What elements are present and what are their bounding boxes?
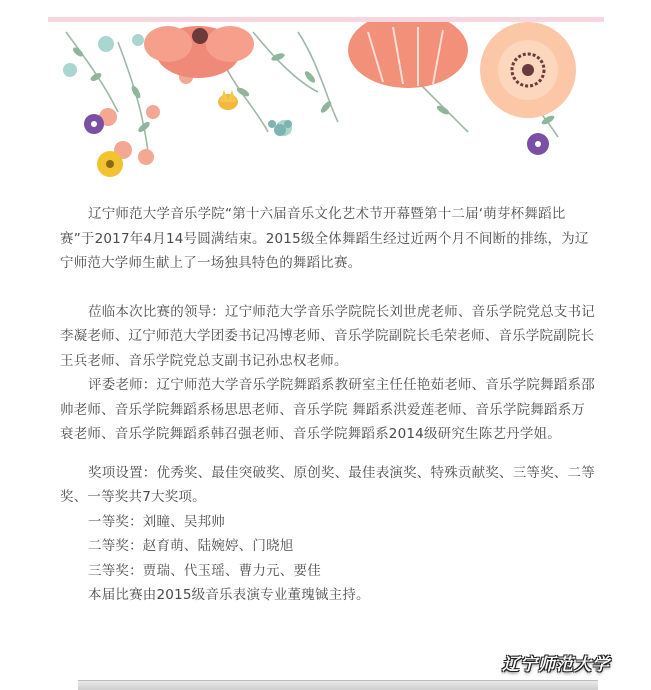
judges-paragraph: 评委老师：辽宁师范大学音乐学院舞蹈系教研室主任任艳茹老师、音乐学院舞蹈系邵帅老师、音乐学院舞蹈系杨思思老师、音乐学院 舞蹈系洪爱莲老师、音乐学院舞蹈系万衰老师、音乐学院舞蹈系韩召强老师、音乐学院舞蹈系2014级研究生陈艺丹学姐。 <box>60 377 595 442</box>
purple-flowers <box>84 114 549 155</box>
floral-banner <box>48 22 604 192</box>
third-prize-line: 三等奖：贾瑞、代玉瑶、曹力元、要佳 <box>88 562 321 579</box>
leaf-sprigs <box>66 32 558 152</box>
yellow-flowers <box>97 90 238 177</box>
coral-flower-large <box>144 26 254 78</box>
host-line: 本届比赛由2015级音乐表演专业董瑰铖主持。 <box>88 587 370 603</box>
article-body <box>60 202 596 608</box>
awards-paragraph: 奖项设置：优秀奖、最佳突破奖、原创奖、最佳表演奖、特殊贡献奖、三等奖、二等奖、一等奖共7大奖项。 <box>60 464 595 505</box>
second-prize-line: 二等奖：赵育萌、陆婉婷、门晓旭 <box>88 538 294 554</box>
university-watermark: 辽宁师范大学 <box>502 655 610 675</box>
coral-flower-striped <box>348 22 468 88</box>
coral-buds <box>99 70 193 165</box>
peach-flower <box>480 22 576 118</box>
first-prize-line: 一等奖：刘瞳、吴邦帅 <box>88 513 225 530</box>
leaders-paragraph: 莅临本次比赛的领导：辽宁师范大学音乐学院院长刘世虎老师、音乐学院党总支书记李凝老师、辽宁师范大学团委书记冯博老师、音乐学院副院长毛荣老师、音乐学院副院长王兵老师、音乐学院党总支副书记孙忠权老师。 <box>60 303 595 369</box>
intro-paragraph: 辽宁师范大学音乐学院“第十六届音乐文化艺术节开幕暨第十二届‘萌芽杯舞蹈比赛”于2017年4月14号圆满结束。2015级全体舞蹈生经过近两个月不间断的排练，为辽宁师范大学师生献上了一场独具特色的舞蹈比赛。 <box>60 206 589 271</box>
